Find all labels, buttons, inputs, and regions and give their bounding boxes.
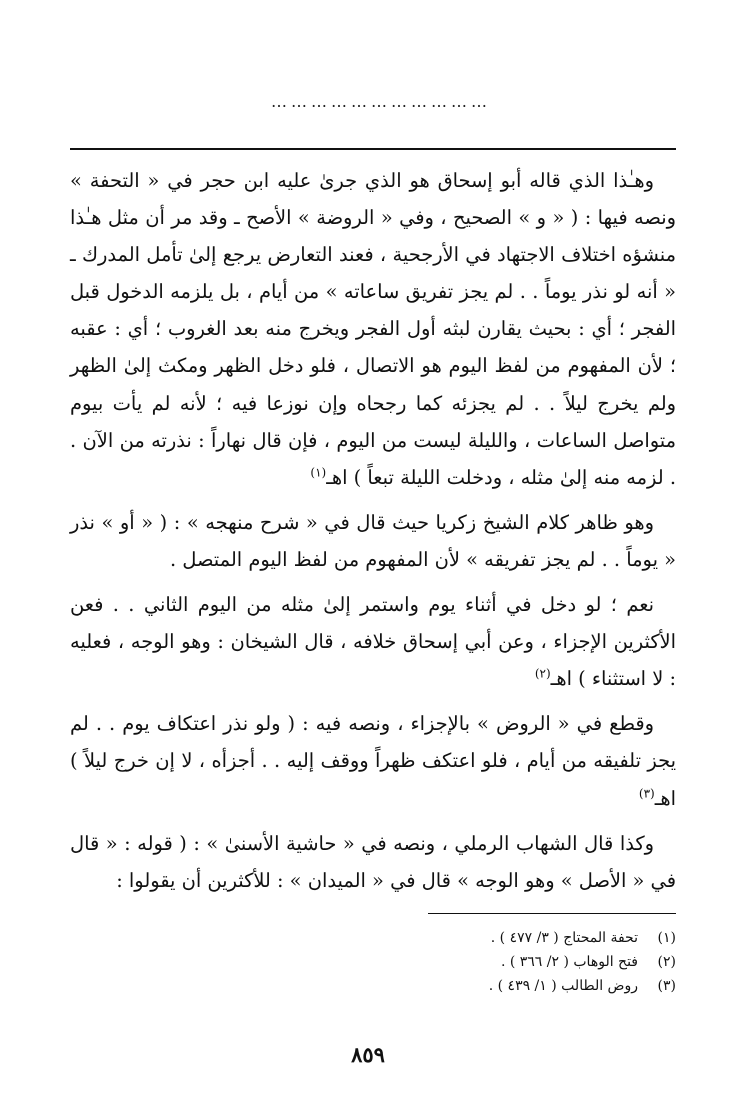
footnote-ref-1: (١) xyxy=(310,465,327,480)
footnote-text: روض الطالب ( ١/ ٤٣٩ ) . xyxy=(488,978,638,994)
footnotes xyxy=(400,926,676,998)
footnote-number: (٢) xyxy=(657,954,676,970)
header-rule xyxy=(70,148,676,150)
paragraph-3-text: نعم ؛ لو دخل في أثناء يوم واستمر إلىٰ مثله من اليوم الثاني . . فعن الأكثرين الإجزاء ، وعن أبي إسحاق خلافه ، قال الشيخان : وهو الوجه ، فعليه : لا استثناء ) اهـ xyxy=(70,593,676,691)
main-text xyxy=(70,162,676,899)
footnote-rule xyxy=(428,913,676,914)
footnote-ref-3: (٣) xyxy=(638,786,655,801)
running-header-dots: …………………………… xyxy=(271,92,491,111)
paragraph-1 xyxy=(70,162,676,496)
paragraph-3 xyxy=(70,586,676,697)
paragraph-2 xyxy=(70,504,676,578)
footnote-ref-2: (٢) xyxy=(534,666,551,681)
footnote-number: (١) xyxy=(657,930,676,946)
paragraph-4 xyxy=(70,705,676,816)
paragraph-5 xyxy=(70,825,676,899)
page-number: ٨٥٩ xyxy=(351,1042,385,1067)
paragraph-5-text: وكذا قال الشهاب الرملي ، ونصه في « حاشية الأسنىٰ » : ( قوله : « قال في « الأصل » وهو الوجه » قال في « الميدان » : للأكثرين أن يقولوا : xyxy=(70,831,676,892)
footnote-item xyxy=(400,926,676,950)
paragraph-2-text: وهو ظاهر كلام الشيخ زكريا حيث قال في « شرح منهجه » : ( « أو » نذر « يوماً . . لم يجز تفريقه » لأن المفهوم من لفظ اليوم المتصل . xyxy=(70,510,676,571)
footnote-item xyxy=(400,950,676,974)
footnote-text: تحفة المحتاج ( ٣/ ٤٧٧ ) . xyxy=(490,930,638,946)
paragraph-1-text: وهـٰذا الذي قاله أبو إسحاق هو الذي جرىٰ عليه ابن حجر في « التحفة » ونصه فيها : ( « و » الصحيح ، وفي « الروضة » الأصح ـ وقد مر أن مثل هـٰذا منشؤه اختلاف الاجتهاد في الأرجحية ، فعند التعارض يرجع إلىٰ تأمل المدرك ـ « أنه لو نذر يوماً . . لم يجز تفريق ساعاته » من أيام ، بل يلزمه الدخول قبل الفجر ؛ أي : بحيث يقارن لبثه أول الفجر ويخرج منه بعد الغروب ؛ أي : عقبه ؛ لأن المفهوم من لفظ اليوم هو الاتصال ، فلو دخل الظهر ومكث إلىٰ الظهر ولم يخرج ليلاً . . لم يجزئه كما رجحاه وإن نوزعا فيه ؛ لأنه لم يأت بيوم متواصل الساعات ، والليلة ليست من اليوم ، فإن قال نهاراً : نذرته من الآن . . لزمه منه إلىٰ مثله ، ودخلت الليلة تبعاً ) اهـ xyxy=(70,169,676,489)
paragraph-4-text: وقطع في « الروض » بالإجزاء ، ونصه فيه : ( ولو نذر اعتكاف يوم . . لم يجز تلفيقه من أيام ، فلو اعتكف ظهراً ووقف إليه . . أجزأه ، لا إن خرج ليلاً ) اهـ xyxy=(70,712,676,810)
footnote-number: (٣) xyxy=(657,978,676,994)
footnote-item xyxy=(400,974,676,998)
footnote-text: فتح الوهاب ( ٢/ ٣٦٦ ) . xyxy=(500,954,638,970)
